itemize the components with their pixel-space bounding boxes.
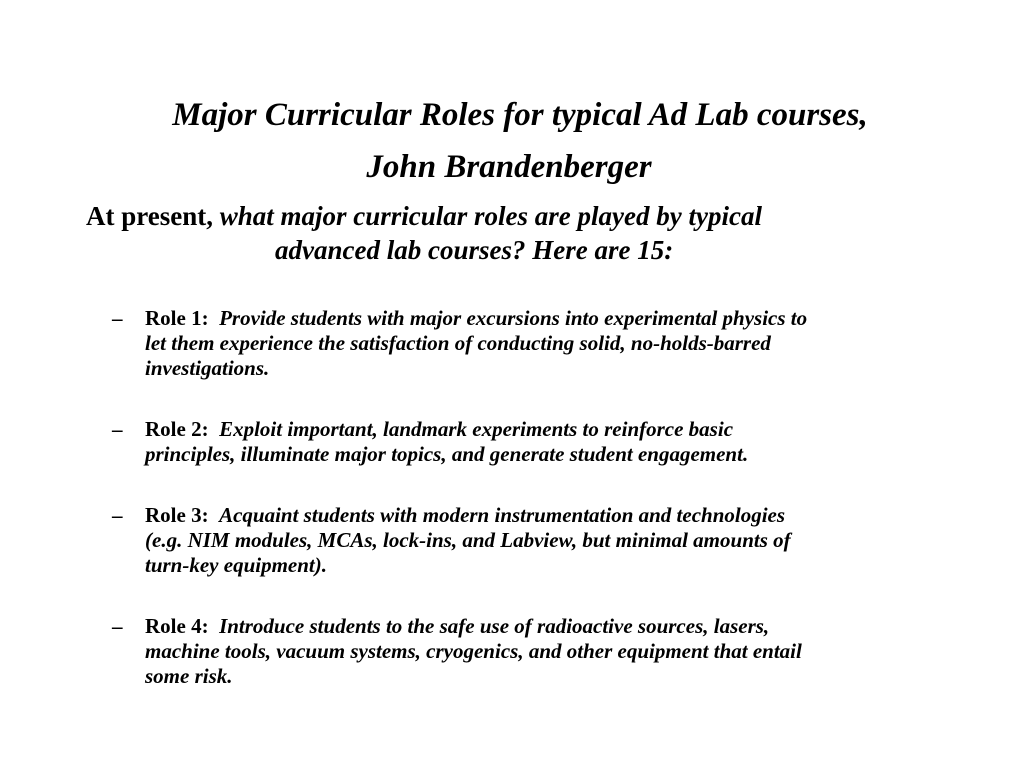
role-label: Role 2: bbox=[145, 417, 209, 441]
intro-lead: At present, bbox=[86, 201, 213, 231]
role-label: Role 4: bbox=[145, 614, 209, 638]
intro-line-1 bbox=[86, 199, 966, 233]
role-line-1 bbox=[145, 417, 965, 442]
role-line-2: machine tools, vacuum systems, cryogenics, and other equipment that entail bbox=[145, 639, 802, 663]
slide-title-line-2 bbox=[0, 147, 1024, 187]
role-text: Introduce students to the safe use of radioactive sources, lasers, bbox=[219, 614, 770, 638]
slide-title-line-1: Major Curricular Roles for typical Ad Lab courses, bbox=[172, 97, 868, 133]
role-label: Role 3: bbox=[145, 503, 209, 527]
role-text: Acquaint students with modern instrumentation and technologies bbox=[219, 503, 786, 527]
role-line-2: (e.g. NIM modules, MCAs, lock-ins, and Labview, but minimal amounts of bbox=[145, 528, 791, 552]
bullet-dash: – bbox=[112, 503, 123, 527]
role-label: Role 1: bbox=[145, 306, 209, 330]
slide-title-author: John Brandenberger bbox=[366, 149, 652, 185]
intro-question-part-2: advanced lab courses? Here are 15: bbox=[275, 235, 674, 265]
role-line-1 bbox=[145, 614, 965, 639]
role-text: Provide students with major excursions into experimental physics to bbox=[219, 306, 808, 330]
intro-question-part-1: what major curricular roles are played by typical bbox=[219, 201, 762, 231]
role-line-1 bbox=[145, 503, 965, 528]
role-line-3: investigations. bbox=[145, 356, 270, 380]
role-line-2: principles, illuminate major topics, and generate student engagement. bbox=[145, 442, 749, 466]
role-line-3: some risk. bbox=[145, 664, 233, 688]
role-text: Exploit important, landmark experiments to reinforce basic bbox=[219, 417, 734, 441]
role-line-1 bbox=[145, 306, 965, 331]
bullet-dash: – bbox=[112, 614, 123, 638]
bullet-dash: – bbox=[112, 306, 123, 330]
bullet-dash: – bbox=[112, 417, 123, 441]
role-line-3: turn-key equipment). bbox=[145, 553, 327, 577]
role-line-2: let them experience the satisfaction of conducting solid, no-holds-barred bbox=[145, 331, 771, 355]
